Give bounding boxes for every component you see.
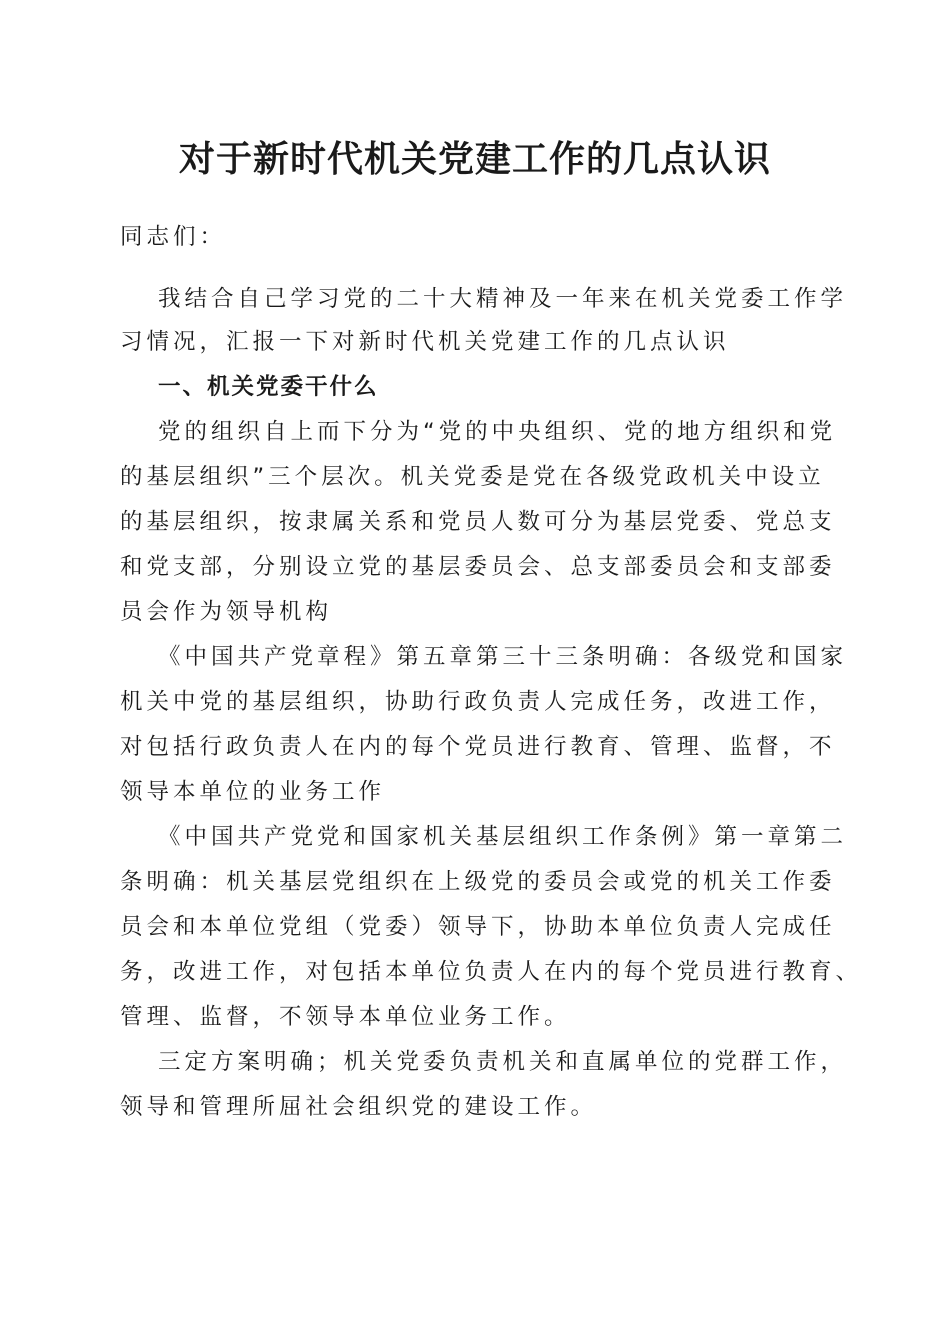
salutation: 同志们： bbox=[120, 224, 227, 250]
paragraph-line: 机关中党的基层组织，协助行政负责人完成任务，改进工作， bbox=[120, 689, 836, 715]
paragraph-line: 和党支部，分别设立党的基层委员会、总支部委员会和支部委 bbox=[120, 554, 836, 580]
paragraph-line: 条明确：机关基层党组织在上级党的委员会或党的机关工作委 bbox=[120, 869, 836, 895]
paragraph-line: 三定方案明确；机关党委负责机关和直属单位的党群工作， bbox=[158, 1049, 848, 1075]
paragraph-line: 员会作为领导机构 bbox=[120, 599, 333, 625]
paragraph-line: 领导本单位的业务工作 bbox=[120, 779, 386, 805]
paragraph-line: 《中国共产党章程》第五章第三十三条明确：各级党和国家 bbox=[158, 644, 848, 670]
paragraph-line: 管理、监督，不领导本单位业务工作。 bbox=[120, 1004, 571, 1030]
paragraph-line: 务，改进工作，对包括本单位负责人在内的每个党员进行教育、 bbox=[120, 959, 863, 985]
paragraph-line: 《中国共产党党和国家机关基层组织工作条例》第一章第二 bbox=[158, 824, 848, 850]
paragraph-line: 员会和本单位党组（党委）领导下，协助本单位负责人完成任 bbox=[120, 914, 836, 940]
paragraph-intro-line: 习情况，汇报一下对新时代机关党建工作的几点认识 bbox=[120, 329, 730, 355]
section-heading: 一、机关党委干什么 bbox=[158, 374, 379, 400]
paragraph-line: 党的组织自上而下分为“党的中央组织、党的地方组织和党 bbox=[158, 419, 837, 445]
paragraph-line: 对包括行政负责人在内的每个党员进行教育、管理、监督，不 bbox=[120, 734, 836, 760]
document-title: 对于新时代机关党建工作的几点认识 bbox=[178, 138, 771, 180]
paragraph-intro-line: 我结合自己学习党的二十大精神及一年来在机关党委工作学 bbox=[158, 286, 848, 312]
paragraph-line: 领导和管理所屈社会组织党的建设工作。 bbox=[120, 1094, 598, 1120]
paragraph-line: 的基层组织，按隶属关系和党员人数可分为基层党委、党总支 bbox=[120, 509, 836, 535]
paragraph-line: 的基层组织”三个层次。机关党委是党在各级党政机关中设立 bbox=[120, 464, 825, 490]
